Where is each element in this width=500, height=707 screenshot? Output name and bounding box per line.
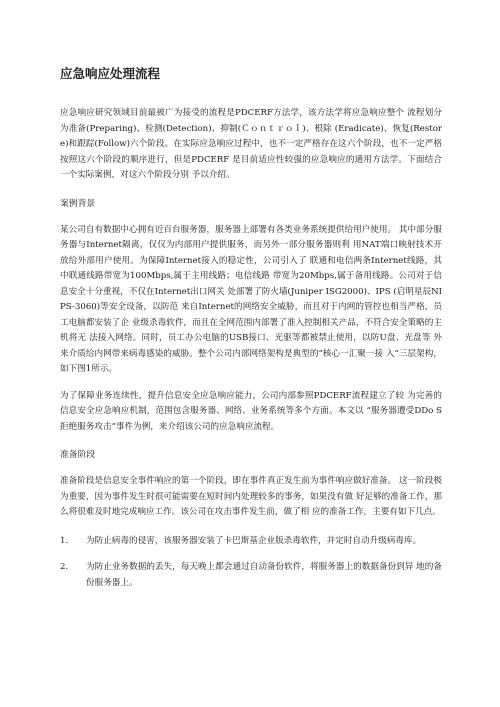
list-item xyxy=(60,560,442,591)
list-item-number: 1. xyxy=(60,535,69,546)
section-heading-case: 案例背景 xyxy=(60,198,96,209)
page-title: 应急响应处理流程 xyxy=(60,66,161,81)
prep-paragraph-1: 准备阶段是信息安全事件响应的第一个阶段，即在事件真正发生前为事件响应做好准备。 这一阶段极为重要，因为事件发生时很可能需要在短时间内处理较多的事务，如果没有做 好足够的准备工作，那么将很难及时地完成响应工作。该公司在攻击事件发生前，做了相 应的准备工作，主要有如下几点。 xyxy=(60,476,442,517)
list-item xyxy=(60,534,442,550)
list-item-number: 2. xyxy=(60,562,69,572)
intro-paragraph: 应急响应研究领域目前最被广为接受的流程是PDCERF方法学，该方法学将应急响应整个 流程划分为准备(Preparing)、检测(Detection)、抑制(Ｃｏｎｔｒｏｌ)、根除 (Eradicate)、恢复(Restore)和跟踪(Follow)六个阶段。在实际应急响应过程中，也不一定严格存在这六个阶段，也不一定严格按照这六个阶段的顺序进行，但是PDCERF 是目前适应性较强的应急响应的通用方法学。下面结合一个实际案例，对这六个阶段分别 予以介绍。 xyxy=(60,108,442,180)
list-item-text: 为防止业务数据的丢失，每天晚上都会通过自动备份软件，将服务器上的数据备份到异 地的备份服务器上。 xyxy=(86,562,442,588)
case-paragraph-1: 某公司自有数据中心拥有近百台服务器，服务器上部署有各类业务系统提供给用户使用。 其中部分服务器与Internet隔离，仅仅为内部用户提供服务，而另外一部分服务器则利 用NAT端口映射技术开放给外部用户使用。为保障Internet接入的稳定性，公司引入了 联通和电信两条Internet线路，其中联通线路带宽为100Mbps,属于主用线路；电信线路 带宽为20Mbps,属于备用线路。公司对于信息安全十分重视，不仅在Internet出口网关 处部署了防火墙(Juniper ISG2000)、IPS (启明星辰NIPS-3060)等安全设备，以防范 来自Internet的网络安全威胁，而且对于内网的管控也相当严格，员工电脑都安装了企 业级杀毒软件，而且在全网范围内部署了准入控制相关产品，不符合安全策略的主机将无 法接入网络。同时，员工办公电脑的USB接口、光驱等都被禁止使用，以防U盘、光盘等 外来介质给内网带来病毒感染的威胁。整个公司内部网络架构是典型的“核心一汇聚一接 入”三层架构，如下图1所示。 xyxy=(60,224,442,374)
list-item-text: 为防止病毒的侵害，该服务器安装了卡巴斯基企业版杀毒软件，并定时自动升级病毒库。 xyxy=(86,535,422,546)
section-heading-prep: 准备阶段 xyxy=(60,450,96,460)
case-paragraph-2: 为了保障业务连续性，提升信息安全应急响应能力，公司内部参照PDCERF流程建立了较 为完善的信息安全应急响应机制，范围包含服务器、网络、业务系统等多个方面。本文以 “服务器遭受DDo S拒绝服务攻击”事件为例，来介绍该公司的应急响应流程。 xyxy=(60,390,442,432)
